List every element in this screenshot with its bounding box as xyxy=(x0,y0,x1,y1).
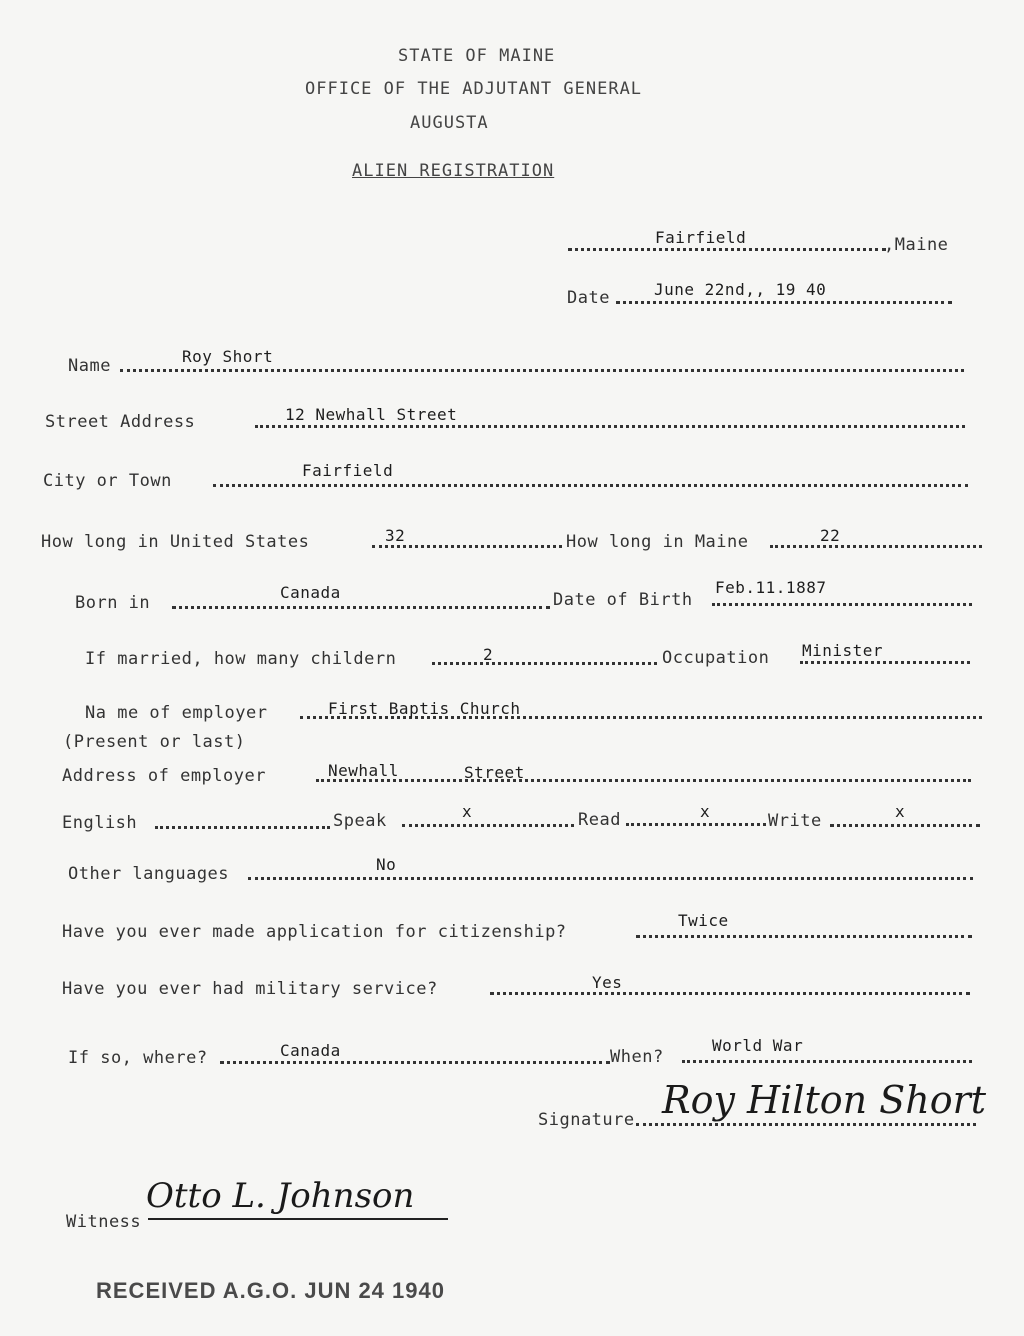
witness-underline xyxy=(148,1218,448,1220)
military-value: Yes xyxy=(592,973,623,992)
where-label: If so, where? xyxy=(68,1048,208,1068)
how-long-us-label: How long in United States xyxy=(41,532,310,552)
english-dots xyxy=(155,826,330,829)
street-dots xyxy=(255,425,965,428)
place-dots xyxy=(568,248,886,251)
military-dots xyxy=(490,992,970,995)
date-label: Date xyxy=(567,288,610,308)
employer-address-dots xyxy=(316,779,971,782)
occupation-label: Occupation xyxy=(662,648,770,668)
date-of-birth-label: Date of Birth xyxy=(553,590,693,610)
date-of-birth-value: Feb.11.1887 xyxy=(715,578,827,597)
other-languages-dots xyxy=(248,877,973,880)
place-suffix: ,Maine xyxy=(884,235,949,255)
occupation-dots xyxy=(800,661,970,664)
speak-value: x xyxy=(462,802,473,821)
military-label: Have you ever had military service? xyxy=(62,979,438,999)
employer-value: First Baptis Church xyxy=(328,699,521,718)
born-in-label: Born in xyxy=(75,593,151,613)
employer-label: Na me of employer xyxy=(85,703,268,723)
street-value: 12 Newhall Street xyxy=(285,405,458,424)
how-long-us-dots xyxy=(372,545,562,548)
employer-address-value-2: Street xyxy=(464,763,525,782)
where-value: Canada xyxy=(280,1041,341,1060)
name-label: Name xyxy=(68,356,111,376)
other-languages-value: No xyxy=(376,855,397,874)
date-of-birth-dots xyxy=(712,603,972,606)
city-dots xyxy=(213,484,968,487)
date-value: June 22nd,, 19 40 xyxy=(654,280,827,299)
when-value: World War xyxy=(712,1036,804,1055)
read-dots xyxy=(626,823,766,826)
born-in-value: Canada xyxy=(280,583,341,602)
date-dots xyxy=(616,301,952,304)
employer-present-or-last: (Present or last) xyxy=(63,732,246,752)
other-languages-label: Other languages xyxy=(68,864,230,884)
city-value: Fairfield xyxy=(302,461,394,480)
street-label: Street Address xyxy=(45,412,196,432)
name-dots xyxy=(120,369,964,372)
witness-signature: Otto L. Johnson xyxy=(146,1176,415,1216)
write-label: Write xyxy=(768,811,822,831)
write-value: x xyxy=(895,802,906,821)
how-long-maine-dots xyxy=(770,545,982,548)
signature-dots xyxy=(636,1123,976,1126)
speak-dots xyxy=(402,824,574,827)
write-dots xyxy=(830,824,980,827)
citizenship-label: Have you ever made application for citizenship? xyxy=(62,922,567,942)
children-label: If married, how many childern xyxy=(85,649,397,669)
how-long-maine-value: 22 xyxy=(820,526,841,545)
how-long-us-value: 32 xyxy=(385,526,406,545)
read-value: x xyxy=(700,802,711,821)
header-office: OFFICE OF THE ADJUTANT GENERAL xyxy=(305,79,643,99)
when-dots xyxy=(682,1060,972,1063)
where-dots xyxy=(220,1061,610,1064)
english-label: English xyxy=(62,813,138,833)
read-label: Read xyxy=(578,810,621,830)
born-in-dots xyxy=(172,606,550,609)
citizenship-value: Twice xyxy=(678,911,729,930)
speak-label: Speak xyxy=(333,811,387,831)
children-dots xyxy=(432,662,657,665)
form-title: ALIEN REGISTRATION xyxy=(352,161,555,181)
header-city: AUGUSTA xyxy=(410,113,489,133)
signature-label: Signature xyxy=(538,1110,635,1130)
how-long-maine-label: How long in Maine xyxy=(566,532,749,552)
received-stamp: RECEIVED A.G.O. JUN 24 1940 xyxy=(96,1278,445,1303)
occupation-value: Minister xyxy=(802,641,884,660)
employer-address-value: Newhall xyxy=(328,761,399,780)
witness-label: Witness xyxy=(66,1212,142,1232)
place-value: Fairfield xyxy=(655,228,747,247)
employer-address-label: Address of employer xyxy=(62,766,266,786)
name-value: Roy Short xyxy=(182,347,274,366)
when-label: When? xyxy=(610,1047,664,1067)
header-state: STATE OF MAINE xyxy=(398,46,556,66)
city-label: City or Town xyxy=(43,471,172,491)
children-value: 2 xyxy=(483,645,494,664)
citizenship-dots xyxy=(636,935,972,938)
signature-handwriting: Roy Hilton Short xyxy=(662,1078,987,1122)
